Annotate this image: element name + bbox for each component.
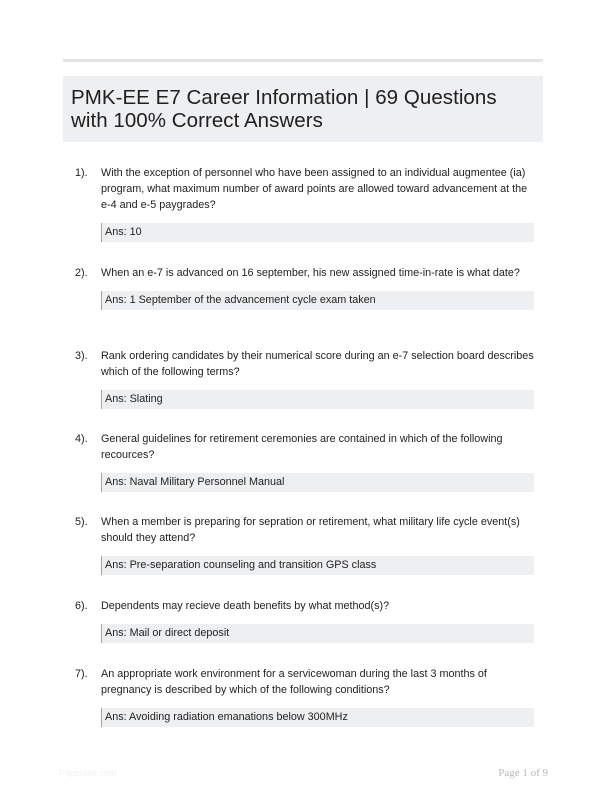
answer-box: Ans: 10 xyxy=(101,223,534,242)
answer-box: Ans: Pre-separation counseling and transition GPS class xyxy=(101,556,534,575)
title-banner xyxy=(63,76,543,142)
question-item-5 xyxy=(75,514,535,598)
answer-box: Ans: Avoiding radiation emanations below 300MHz xyxy=(101,708,534,727)
question-text: Rank ordering candidates by their numerical score during an e-7 selection board describes which of the following terms? xyxy=(101,350,534,378)
question-text: When an e-7 is advanced on 16 september, his new assigned time-in-rate is what date? xyxy=(101,267,520,279)
question-item-2 xyxy=(75,265,535,348)
page-indicator: Page 1 of 9 xyxy=(498,767,548,779)
question-text: An appropriate work environment for a servicewoman during the last 3 months of pregnancy is described by which of the following conditions? xyxy=(101,668,487,696)
question-number: 7). xyxy=(75,668,88,680)
answer-box: Ans: Mail or direct deposit xyxy=(101,624,534,643)
question-item-1 xyxy=(75,165,535,255)
footer-watermark: Papertitle.com xyxy=(59,768,117,778)
question-item-6 xyxy=(75,598,535,666)
question-list xyxy=(75,165,535,736)
question-number: 4). xyxy=(75,433,88,445)
question-text: When a member is preparing for sepration or retirement, what military life cycle event(s) should they attend? xyxy=(101,516,520,544)
answer-box: Ans: Slating xyxy=(101,390,534,409)
question-text: With the exception of personnel who have been assigned to an individual augmentee (ia) program, what maximum number of award points are allowed toward advancement at the e-4 and e-5 paygrades? xyxy=(101,167,528,211)
question-item-3 xyxy=(75,348,535,431)
question-number: 5). xyxy=(75,516,88,528)
question-text: Dependents may recieve death benefits by what method(s)? xyxy=(101,600,390,612)
question-text: General guidelines for retirement ceremonies are contained in which of the following recources? xyxy=(101,433,503,461)
question-item-4 xyxy=(75,431,535,514)
answer-box: Ans: Naval Military Personnel Manual xyxy=(101,473,534,492)
question-number: 1). xyxy=(75,167,88,179)
question-item-7 xyxy=(75,666,535,736)
question-number: 2). xyxy=(75,267,88,279)
top-divider xyxy=(63,59,543,62)
document-title: PMK-EE E7 Career Information | 69 Questions with 100% Correct Answers xyxy=(71,86,497,132)
question-number: 3). xyxy=(75,350,88,362)
question-number: 6). xyxy=(75,600,88,612)
answer-box: Ans: 1 September of the advancement cycle exam taken xyxy=(101,291,534,310)
